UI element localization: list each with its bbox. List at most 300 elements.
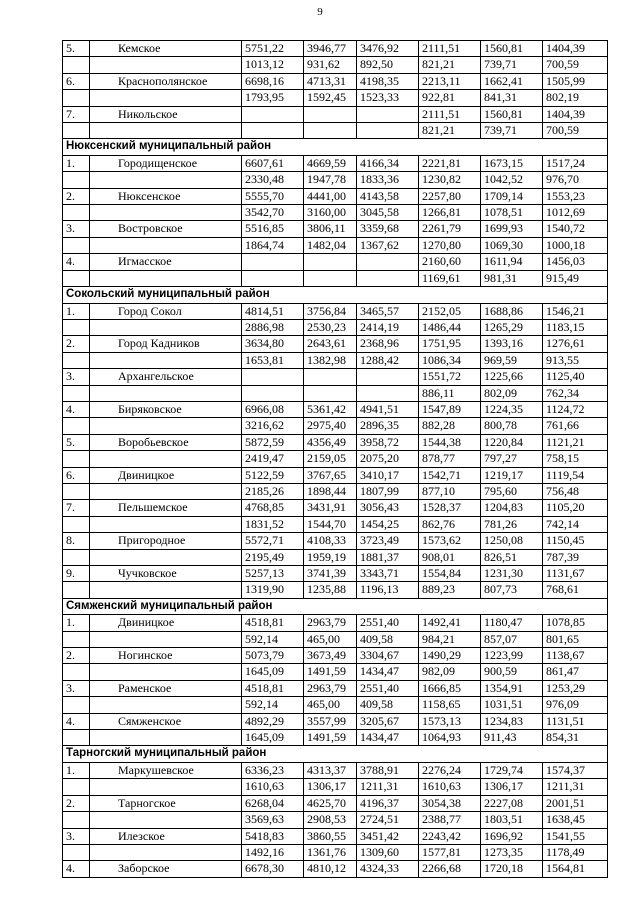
row-index: 4. [63,713,90,729]
value-cell: 1560,81 [481,106,543,122]
value-cell: 1270,80 [419,237,481,253]
value-cell: 3723,49 [357,533,419,549]
value-cell: 1673,15 [481,155,543,171]
value-cell: 3359,68 [357,221,419,237]
value-cell: 1574,37 [543,762,608,778]
value-cell: 1793,95 [242,90,304,106]
value-cell: 1273,35 [481,844,543,860]
value-cell: 5872,59 [242,434,304,450]
settlement-name: Никольское [90,106,242,122]
table-row [63,254,608,270]
table-row [63,73,608,89]
settlement-name [90,418,242,434]
settlement-name [90,123,242,139]
value-cell: 2388,77 [419,812,481,828]
table-row [63,336,608,352]
value-cell: 800,78 [481,418,543,434]
value-cell: 1131,51 [543,713,608,729]
value-cell: 1211,31 [357,779,419,795]
value-cell: 5516,85 [242,221,304,237]
row-index [63,516,90,532]
row-index: 3. [63,828,90,844]
table-row [63,500,608,516]
value-cell: 2001,51 [543,795,608,811]
value-cell: 1482,04 [304,237,357,253]
value-cell: 739,71 [481,123,543,139]
value-cell: 5257,13 [242,566,304,582]
row-index [63,631,90,647]
value-cell: 5555,70 [242,188,304,204]
value-cell: 821,21 [419,57,481,73]
value-cell [242,270,304,286]
value-cell: 984,21 [419,631,481,647]
value-cell: 861,47 [543,664,608,680]
row-index [63,844,90,860]
value-cell: 3756,84 [304,303,357,319]
table-row [63,303,608,319]
value-cell: 1564,81 [543,861,608,877]
value-cell: 4108,33 [304,533,357,549]
value-cell [304,254,357,270]
settlement-name: Игмасское [90,254,242,270]
value-cell: 1517,24 [543,155,608,171]
table-body [63,41,608,878]
settlement-name: Нюксенское [90,188,242,204]
settlement-name [90,549,242,565]
value-cell: 3542,70 [242,205,304,221]
value-cell: 1235,88 [304,582,357,598]
value-cell: 2963,79 [304,680,357,696]
value-cell: 908,01 [419,549,481,565]
table-row [63,319,608,335]
settlement-name [90,516,242,532]
value-cell: 862,76 [419,516,481,532]
value-cell: 4143,58 [357,188,419,204]
value-cell: 1645,09 [242,664,304,680]
value-cell: 2643,61 [304,336,357,352]
table-row [63,566,608,582]
settlement-name: Краснополянское [90,73,242,89]
value-cell: 1491,59 [304,664,357,680]
value-cell: 1610,63 [242,779,304,795]
value-cell: 1121,21 [543,434,608,450]
row-index: 2. [63,648,90,664]
value-cell [357,123,419,139]
value-cell: 1577,81 [419,844,481,860]
value-cell: 931,62 [304,57,357,73]
row-index: 5. [63,434,90,450]
settlement-name [90,90,242,106]
value-cell: 1223,99 [481,648,543,664]
value-cell [357,106,419,122]
value-cell: 1645,09 [242,730,304,746]
value-cell: 2419,47 [242,451,304,467]
settlement-name [90,664,242,680]
settlement-name [90,172,242,188]
table-row [63,631,608,647]
value-cell: 3216,62 [242,418,304,434]
value-cell: 1547,89 [419,401,481,417]
value-cell [242,254,304,270]
row-index [63,270,90,286]
value-cell: 1709,14 [481,188,543,204]
value-cell: 3634,80 [242,336,304,352]
value-cell: 1573,13 [419,713,481,729]
value-cell: 1688,86 [481,303,543,319]
value-cell: 886,11 [419,385,481,401]
settlement-name: Биряковское [90,401,242,417]
value-cell: 756,48 [543,483,608,499]
value-cell: 807,73 [481,582,543,598]
row-index: 7. [63,106,90,122]
value-cell: 1610,63 [419,779,481,795]
row-index [63,90,90,106]
value-cell: 2975,40 [304,418,357,434]
row-index: 5. [63,41,90,57]
value-cell: 5572,71 [242,533,304,549]
value-cell: 801,65 [543,631,608,647]
value-cell: 1266,81 [419,205,481,221]
value-cell: 1666,85 [419,680,481,696]
district-title: Нюксенский муниципальный район [63,139,608,155]
value-cell: 1158,65 [419,697,481,713]
value-cell: 1491,59 [304,730,357,746]
value-cell: 781,26 [481,516,543,532]
value-cell: 5361,42 [304,401,357,417]
value-cell: 787,39 [543,549,608,565]
table-row [63,434,608,450]
value-cell: 465,00 [304,697,357,713]
value-cell: 762,34 [543,385,608,401]
section-row [63,287,608,303]
value-cell: 2368,96 [357,336,419,352]
row-index: 1. [63,303,90,319]
table-row [63,369,608,385]
value-cell: 4356,49 [304,434,357,450]
value-cell: 1204,83 [481,500,543,516]
settlement-name [90,582,242,598]
value-cell: 3946,77 [304,41,357,57]
value-cell: 1382,98 [304,352,357,368]
value-cell: 742,14 [543,516,608,532]
value-cell: 976,09 [543,697,608,713]
value-cell: 4196,37 [357,795,419,811]
row-index [63,779,90,795]
row-index [63,812,90,828]
value-cell: 1220,84 [481,434,543,450]
value-cell: 802,09 [481,385,543,401]
value-cell: 1131,67 [543,566,608,582]
table-row [63,352,608,368]
table-row [63,861,608,877]
value-cell: 1367,62 [357,237,419,253]
value-cell: 761,66 [543,418,608,434]
settlement-name: Востровское [90,221,242,237]
value-cell: 1064,93 [419,730,481,746]
value-cell: 913,55 [543,352,608,368]
table-row [63,795,608,811]
value-cell: 1078,85 [543,615,608,631]
value-cell: 1306,17 [304,779,357,795]
value-cell: 2530,23 [304,319,357,335]
value-cell: 1638,45 [543,812,608,828]
value-cell: 795,60 [481,483,543,499]
table-row [63,828,608,844]
value-cell: 6607,61 [242,155,304,171]
table-row [63,697,608,713]
value-cell: 1947,78 [304,172,357,188]
settlement-name [90,352,242,368]
district-title: Тарногский муниципальный район [63,746,608,762]
value-cell: 1124,72 [543,401,608,417]
table-row [63,418,608,434]
tariff-table [62,40,608,878]
value-cell: 889,23 [419,582,481,598]
value-cell [304,270,357,286]
value-cell: 3767,65 [304,467,357,483]
table-row [63,57,608,73]
value-cell: 982,09 [419,664,481,680]
settlement-name: Ногинское [90,648,242,664]
value-cell: 1183,15 [543,319,608,335]
value-cell: 1544,38 [419,434,481,450]
value-cell: 900,59 [481,664,543,680]
value-cell: 1959,19 [304,549,357,565]
value-cell: 3056,43 [357,500,419,516]
settlement-name: Двиницкое [90,467,242,483]
value-cell: 1490,29 [419,648,481,664]
row-index [63,664,90,680]
value-cell: 1492,41 [419,615,481,631]
value-cell: 4892,29 [242,713,304,729]
value-cell: 2551,40 [357,680,419,696]
settlement-name [90,697,242,713]
page-number: 9 [317,6,323,18]
value-cell: 1454,25 [357,516,419,532]
value-cell: 2414,19 [357,319,419,335]
value-cell: 6336,23 [242,762,304,778]
value-cell: 1069,30 [481,237,543,253]
table-row [63,812,608,828]
settlement-name [90,237,242,253]
value-cell: 2160,60 [419,254,481,270]
row-index: 4. [63,861,90,877]
value-cell: 1729,74 [481,762,543,778]
row-index [63,385,90,401]
value-cell: 1225,66 [481,369,543,385]
row-index: 3. [63,221,90,237]
section-row [63,598,608,614]
value-cell: 3054,38 [419,795,481,811]
value-cell [304,106,357,122]
value-cell: 1086,34 [419,352,481,368]
value-cell: 3410,17 [357,467,419,483]
value-cell: 1553,23 [543,188,608,204]
value-cell: 3465,57 [357,303,419,319]
value-cell: 892,50 [357,57,419,73]
row-index: 9. [63,566,90,582]
value-cell: 1361,76 [304,844,357,860]
value-cell: 1150,45 [543,533,608,549]
table-row [63,582,608,598]
value-cell: 3451,42 [357,828,419,844]
value-cell: 6268,04 [242,795,304,811]
value-cell: 4441,00 [304,188,357,204]
value-cell: 857,07 [481,631,543,647]
value-cell: 1231,30 [481,566,543,582]
value-cell: 1253,29 [543,680,608,696]
settlement-name: Воробьевское [90,434,242,450]
value-cell: 700,59 [543,57,608,73]
table-row [63,844,608,860]
value-cell: 2261,79 [419,221,481,237]
value-cell: 5122,59 [242,467,304,483]
table-row [63,90,608,106]
settlement-name [90,451,242,467]
settlement-name [90,779,242,795]
value-cell: 1000,18 [543,237,608,253]
value-cell: 3557,99 [304,713,357,729]
row-index: 3. [63,680,90,696]
value-cell: 4810,12 [304,861,357,877]
value-cell: 2221,81 [419,155,481,171]
value-cell: 2724,51 [357,812,419,828]
value-cell: 1224,35 [481,401,543,417]
value-cell: 1169,61 [419,270,481,286]
settlement-name [90,631,242,647]
settlement-name [90,483,242,499]
value-cell [357,385,419,401]
value-cell: 2963,79 [304,615,357,631]
value-cell: 3806,11 [304,221,357,237]
value-cell: 4518,81 [242,615,304,631]
value-cell: 4941,51 [357,401,419,417]
table-row [63,123,608,139]
value-cell: 1119,54 [543,467,608,483]
value-cell: 1544,70 [304,516,357,532]
row-index: 1. [63,615,90,631]
value-cell: 3304,67 [357,648,419,664]
value-cell: 768,61 [543,582,608,598]
value-cell [304,123,357,139]
value-cell: 409,58 [357,631,419,647]
settlement-name: Сямженское [90,713,242,729]
value-cell: 1554,84 [419,566,481,582]
settlement-name: Илезское [90,828,242,844]
value-cell: 1456,03 [543,254,608,270]
settlement-name: Пригородное [90,533,242,549]
value-cell: 1592,45 [304,90,357,106]
value-cell: 3205,67 [357,713,419,729]
value-cell: 1250,08 [481,533,543,549]
row-index: 2. [63,188,90,204]
value-cell: 4669,59 [304,155,357,171]
table-row [63,648,608,664]
table-row [63,106,608,122]
settlement-name: Кемское [90,41,242,57]
value-cell: 2213,11 [419,73,481,89]
row-index [63,319,90,335]
value-cell: 1492,16 [242,844,304,860]
value-cell [304,369,357,385]
value-cell: 2111,51 [419,106,481,122]
settlement-name [90,730,242,746]
table-row [63,41,608,57]
value-cell: 1404,39 [543,106,608,122]
value-cell: 2152,05 [419,303,481,319]
row-index [63,697,90,713]
table-row [63,221,608,237]
value-cell: 4518,81 [242,680,304,696]
value-cell: 1042,52 [481,172,543,188]
value-cell: 1540,72 [543,221,608,237]
row-index [63,418,90,434]
section-row [63,746,608,762]
value-cell: 1012,69 [543,205,608,221]
value-cell: 1219,17 [481,467,543,483]
value-cell: 465,00 [304,631,357,647]
value-cell: 1013,12 [242,57,304,73]
value-cell: 2266,68 [419,861,481,877]
table-row [63,762,608,778]
value-cell: 2330,48 [242,172,304,188]
value-cell: 802,19 [543,90,608,106]
value-cell: 3045,58 [357,205,419,221]
table-row [63,730,608,746]
value-cell: 2075,20 [357,451,419,467]
value-cell: 2111,51 [419,41,481,57]
value-cell: 3343,71 [357,566,419,582]
district-title: Сямженский муниципальный район [63,598,608,614]
table-row [63,467,608,483]
value-cell: 1434,47 [357,664,419,680]
row-index: 3. [63,369,90,385]
table-row [63,516,608,532]
value-cell: 1105,20 [543,500,608,516]
value-cell: 1662,41 [481,73,543,89]
value-cell: 3160,00 [304,205,357,221]
settlement-name [90,57,242,73]
value-cell: 2276,24 [419,762,481,778]
value-cell: 3860,55 [304,828,357,844]
value-cell: 1751,95 [419,336,481,352]
table-row [63,680,608,696]
value-cell: 1831,52 [242,516,304,532]
table-row [63,779,608,795]
table-row [63,533,608,549]
value-cell: 2896,35 [357,418,419,434]
row-index [63,205,90,221]
value-cell: 911,43 [481,730,543,746]
value-cell: 1573,62 [419,533,481,549]
row-index: 1. [63,155,90,171]
value-cell: 6698,16 [242,73,304,89]
value-cell: 1434,47 [357,730,419,746]
value-cell: 878,77 [419,451,481,467]
value-cell [357,254,419,270]
value-cell: 1306,17 [481,779,543,795]
settlement-name: Раменское [90,680,242,696]
value-cell: 2195,49 [242,549,304,565]
value-cell: 2243,42 [419,828,481,844]
value-cell: 1696,92 [481,828,543,844]
value-cell: 1528,37 [419,500,481,516]
value-cell: 409,58 [357,697,419,713]
value-cell: 1720,18 [481,861,543,877]
value-cell: 1125,40 [543,369,608,385]
row-index [63,483,90,499]
settlement-name: Городищенское [90,155,242,171]
